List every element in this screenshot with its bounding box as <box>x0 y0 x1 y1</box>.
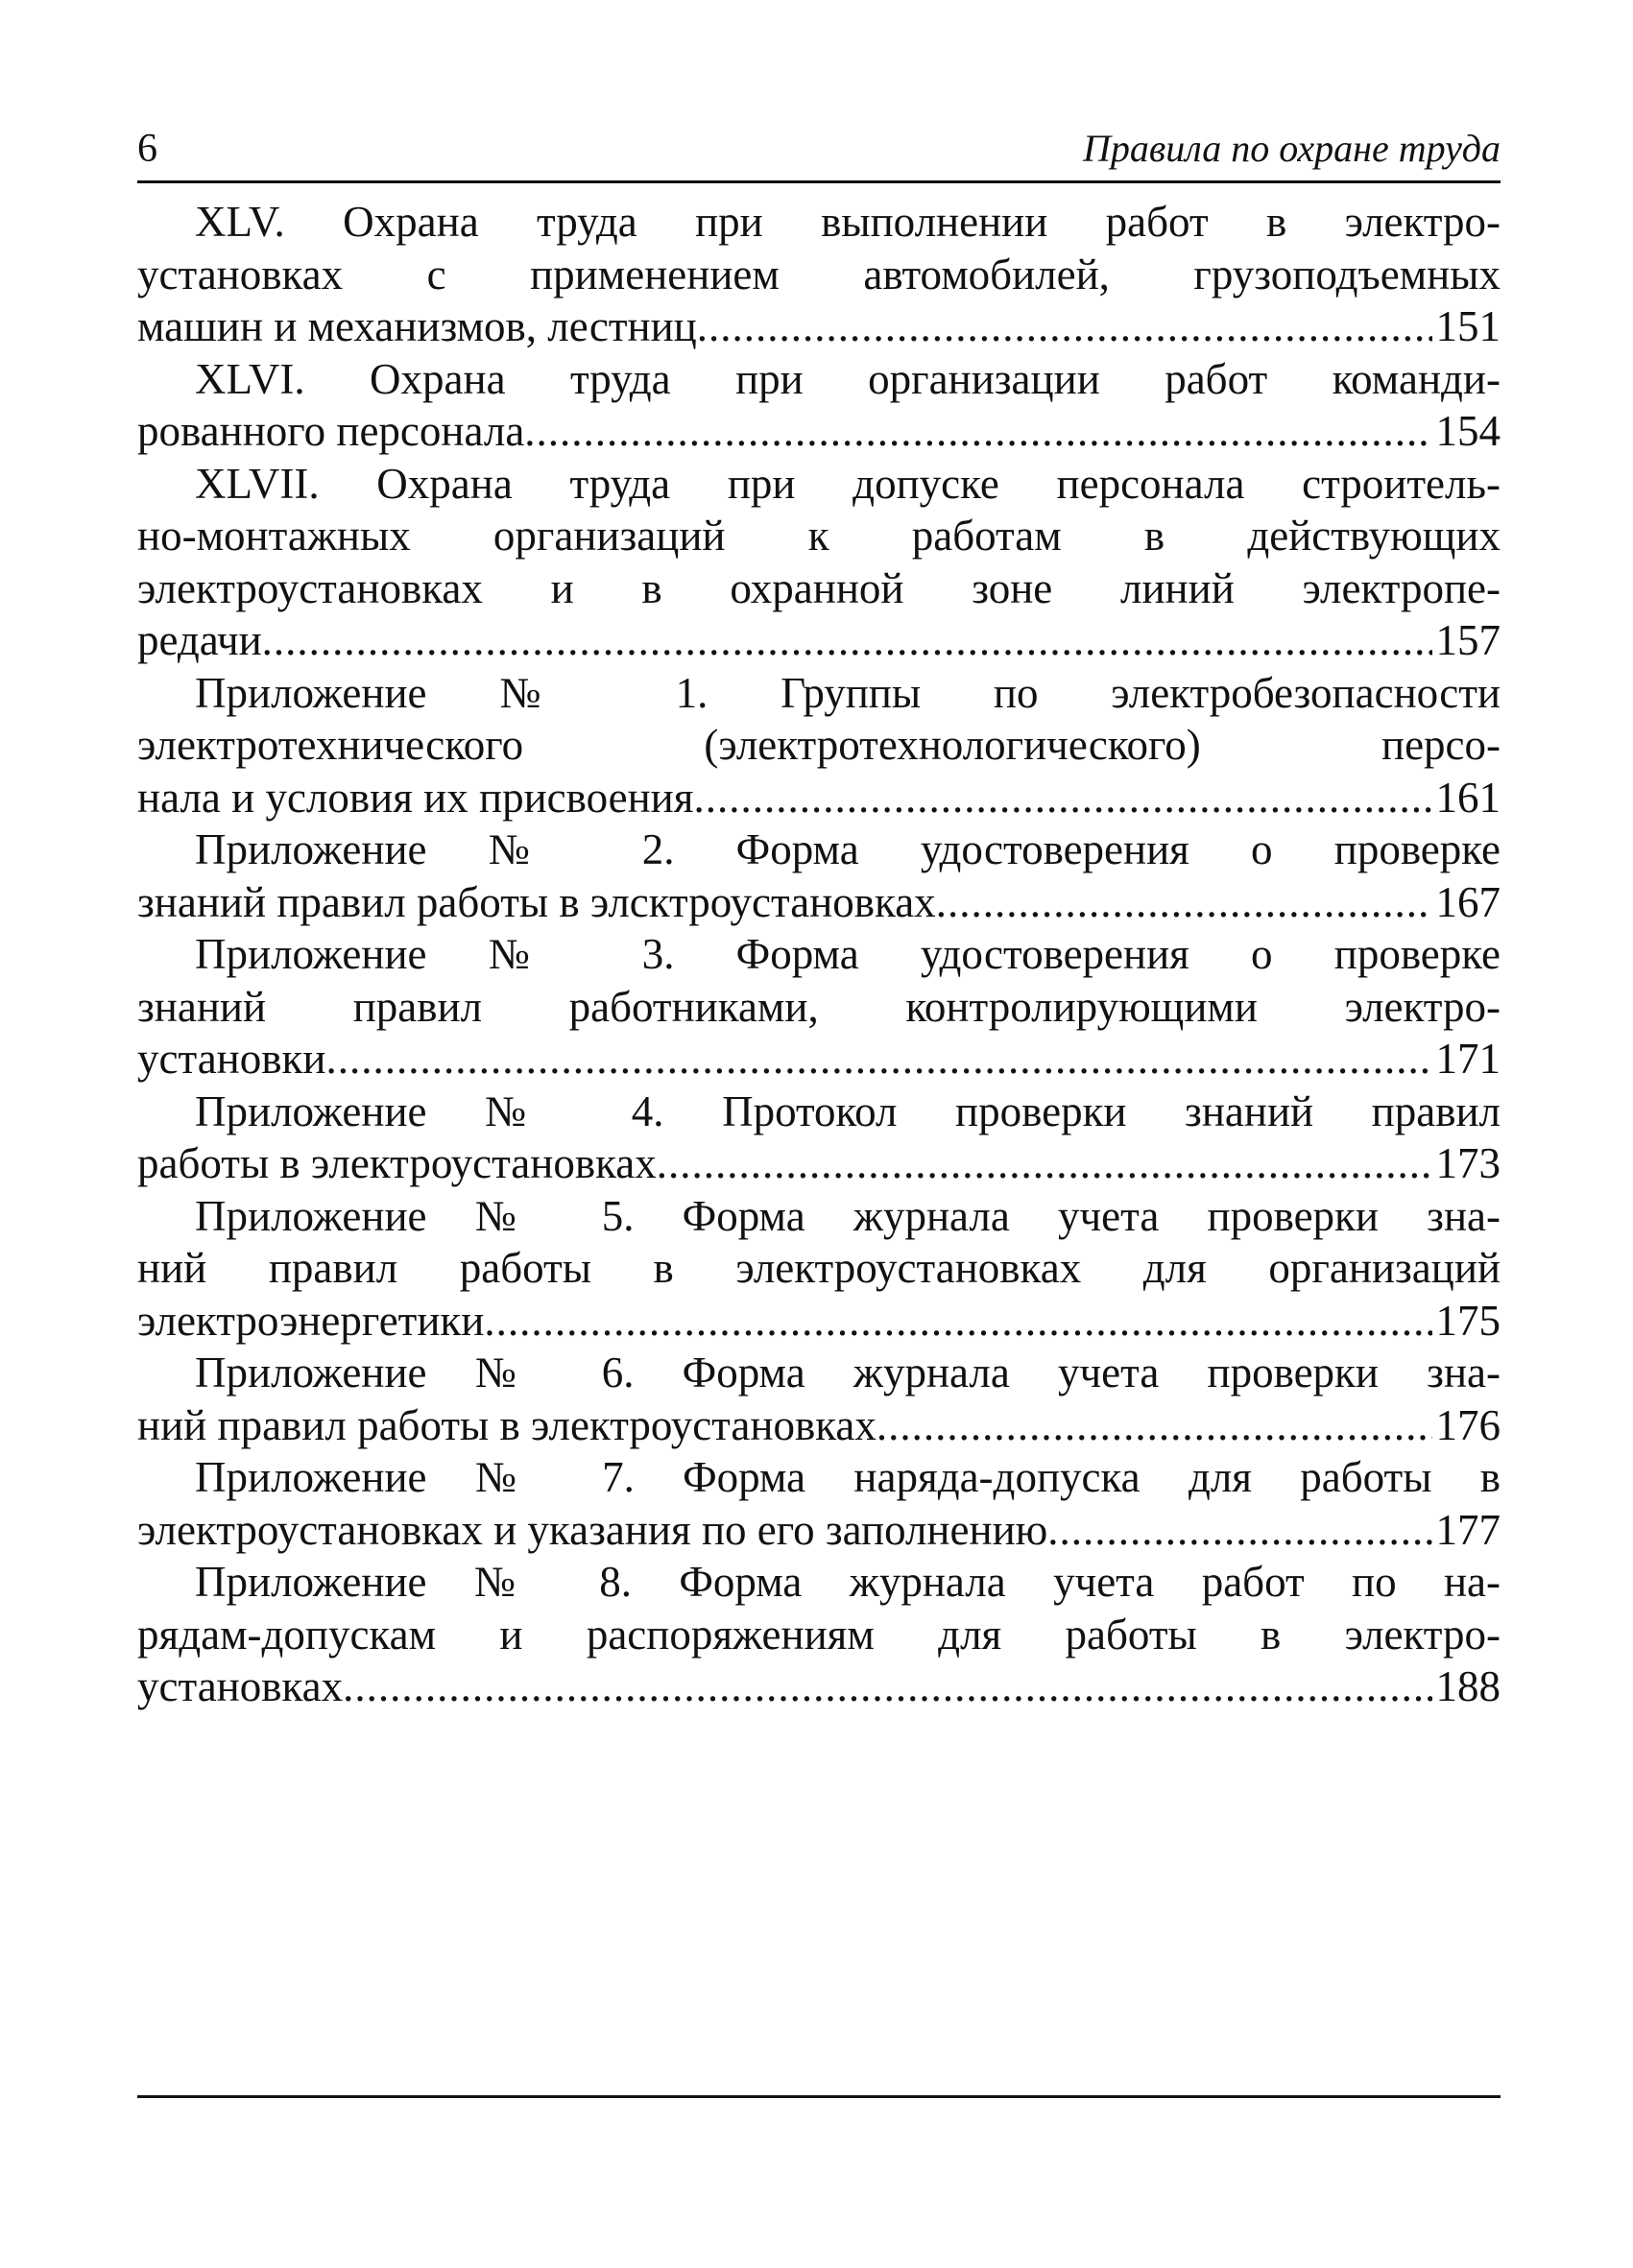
toc-page-number: 157 <box>1435 616 1501 664</box>
toc-page-number: 177 <box>1435 1505 1501 1554</box>
dot-leader <box>524 405 1431 458</box>
toc-entry-line: Приложение № 6. Форма журнала учета проверки зна- <box>195 1349 1501 1397</box>
toc-entry <box>137 928 1501 1086</box>
toc-entry <box>137 667 1501 824</box>
toc-entry-line: работы в электроустановках <box>137 1139 657 1187</box>
toc-entry-final-line <box>137 1399 1501 1452</box>
toc-entry-line: Приложение № 8. Форма журнала учета работ по на- <box>195 1558 1501 1606</box>
toc-entry-final-line <box>137 1504 1501 1557</box>
toc-entry-line: Приложение № 5. Форма журнала учета проверки зна- <box>195 1191 1501 1240</box>
toc-entry-line: нала и условия их присвоения <box>137 773 694 822</box>
toc-entry-line: электроустановках и в охранной зоне линий электропе- <box>137 563 1501 612</box>
page-number: 6 <box>137 127 157 171</box>
toc-entry-line: редачи <box>137 616 262 664</box>
toc-page-number: 188 <box>1435 1662 1501 1710</box>
dot-leader <box>936 876 1432 929</box>
running-title: Правила по охране труда <box>1083 127 1501 170</box>
toc-entry-line: установках <box>137 1662 344 1710</box>
dot-leader <box>325 1033 1431 1086</box>
toc-page-number: 161 <box>1435 773 1501 822</box>
toc-entry-final-line <box>137 1660 1501 1713</box>
toc-entry-line: знаний правил работниками, контролирующими электро- <box>137 982 1501 1031</box>
toc-entry-final-line <box>137 1295 1501 1348</box>
toc-entry <box>137 1347 1501 1451</box>
toc-entry <box>137 353 1501 458</box>
footer-rule <box>137 2095 1501 2098</box>
toc-entry-line: рованного персонала <box>137 407 525 455</box>
toc-entry-line: XLVII. Охрана труда при допуске персонала строитель- <box>195 459 1501 508</box>
toc-entry <box>137 196 1501 353</box>
toc-entry-final-line <box>137 614 1501 667</box>
toc-entry <box>137 1451 1501 1556</box>
toc-entry-line: ний правил работы в электроустановках для организаций <box>137 1244 1501 1292</box>
dot-leader <box>697 300 1432 353</box>
toc-entry-line: рядам-допускам и распоряжениям для работы в электро- <box>137 1610 1501 1659</box>
toc-entry-final-line <box>137 1033 1501 1086</box>
toc-entry <box>137 458 1501 667</box>
toc-entry-line: установки <box>137 1035 326 1083</box>
toc-page-number: 176 <box>1435 1400 1501 1449</box>
toc-entry-line: знаний правил работы в элсктроустановках <box>137 877 936 926</box>
dot-leader <box>1047 1504 1431 1557</box>
table-of-contents <box>137 196 1501 1713</box>
dot-leader <box>262 614 1432 667</box>
dot-leader <box>484 1295 1431 1348</box>
toc-entry-line: Приложение № 4. Протокол проверки знаний правил <box>195 1086 1501 1135</box>
toc-page-number: 171 <box>1435 1035 1501 1083</box>
toc-entry-line: но-монтажных организаций к работам в действующих <box>137 512 1501 560</box>
toc-entry-final-line <box>137 1137 1501 1190</box>
dot-leader <box>877 1399 1432 1452</box>
dot-leader <box>693 772 1431 824</box>
toc-page-number: 151 <box>1435 302 1501 350</box>
toc-entry-line: XLVI. Охрана труда при организации работ команди- <box>195 354 1501 403</box>
page-header <box>137 123 1501 183</box>
toc-page-number: 167 <box>1435 877 1501 926</box>
toc-entry-line: Приложение № 3. Форма удостоверения о проверке <box>195 930 1501 978</box>
toc-entry-final-line <box>137 876 1501 929</box>
toc-entry-line: электроустановках и указания по его заполнению <box>137 1505 1048 1554</box>
dot-leader <box>657 1137 1432 1190</box>
toc-entry-line: установках с применением автомобилей, грузоподъемных <box>137 250 1501 298</box>
toc-entry-line: машин и механизмов, лестниц <box>137 302 697 350</box>
dot-leader <box>343 1660 1431 1713</box>
toc-entry-final-line <box>137 300 1501 353</box>
toc-entry-line: XLV. Охрана труда при выполнении работ в электро- <box>195 198 1501 246</box>
toc-entry-line: электроэнергетики <box>137 1296 485 1345</box>
toc-entry-line: Приложение № 7. Форма наряда-допуска для работы в <box>195 1453 1501 1501</box>
toc-entry-line: Приложение № 2. Форма удостоверения о проверке <box>195 825 1501 873</box>
toc-entry-line: электротехнического (электротехнологического) персо- <box>137 721 1501 769</box>
toc-entry-final-line <box>137 405 1501 458</box>
toc-entry-final-line <box>137 772 1501 824</box>
toc-entry <box>137 1556 1501 1713</box>
toc-entry <box>137 824 1501 928</box>
toc-entry <box>137 1086 1501 1190</box>
toc-page-number: 175 <box>1435 1296 1501 1345</box>
toc-entry-line: ний правил работы в электроустановках <box>137 1400 877 1449</box>
toc-page-number: 154 <box>1435 407 1501 455</box>
toc-entry <box>137 1190 1501 1348</box>
toc-page-number: 173 <box>1435 1139 1501 1187</box>
toc-entry-line: Приложение № 1. Группы по электробезопасности <box>195 668 1501 717</box>
